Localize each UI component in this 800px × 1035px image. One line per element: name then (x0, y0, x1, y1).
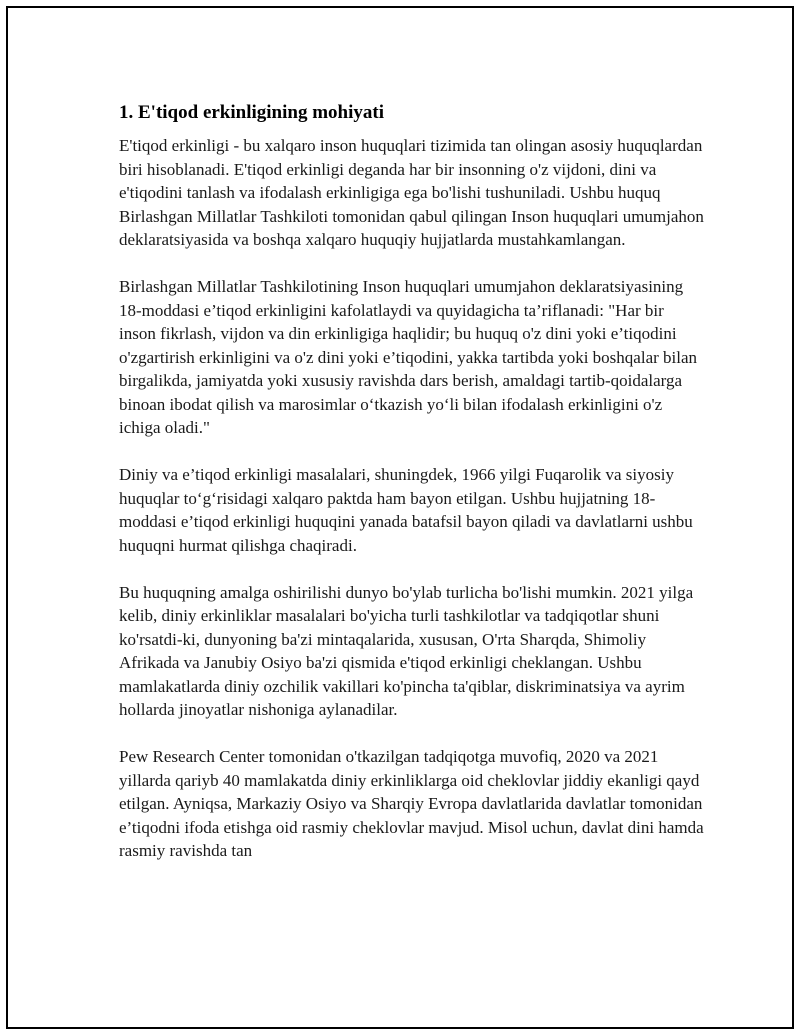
paragraph-4: Bu huquqning amalga oshirilishi dunyo bo'ylab turlicha bo'lishi mumkin. 2021 yilga kelib, diniy erkinliklar masalalari bo'yicha turli tashkilotlar va tadqiqotlar shuni ko'rsatdi-ki, dunyoning ba'zi mintaqalarida, xususan, O'rta Sharqda, Shimoliy Afrikada va Janubiy Osiyo ba'zi qismida e'tiqod erkinligi cheklangan. Ushbu mamlakatlarda diniy ozchilik vakillari ko'pincha ta'qiblar, diskriminatsiya va ayrim hollarda jinoyatlar nishoniga aylanadilar. (119, 582, 694, 719)
paragraph-2: Birlashgan Millatlar Tashkilotining Inson huquqlari umumjahon deklaratsiyasining 18-moddasi e’tiqod erkinligini kafolatlaydi va quyidagicha ta’riflanadi: "Har bir inson fikrlash, vijdon va din erkinligiga haqlidir; bu huquq o'z dini yoki e’tiqodini o'zgartirish erkinligini va o'z dini yoki e’tiqodini, yakka tartibda yoki boshqalar bilan birgalikda, jamiyatda yoki xususiy ravishda dars berish, amaldagi tartib-qoidalarga binoan ibodat qilish va marosimlar o‘tkazish yo‘li bilan ifodalash erkinligini o'z ichiga oladi." (119, 277, 698, 437)
paragraph-1: E'tiqod erkinligi - bu xalqaro inson huquqlari tizimida tan olingan asosiy huquqlardan biri hisoblanadi. E'tiqod erkinligi deganda har bir insonning o'z vijdoni, dini va e'tiqodini tanlash va ifodalash erkinligiga ega bo'lishi tushuniladi. Ushbu huquq Birlashgan Millatlar Tashkiloti tomonidan qabul qilingan Inson huquqlari umumjahon deklaratsiyasida va boshqa xalqaro huquqiy hujjatlarda mustahkamlangan. (119, 136, 704, 249)
paragraph-5: Pew Research Center tomonidan o'tkazilgan tadqiqotga muvofiq, 2020 va 2021 yillarda qariyb 40 mamlakatda diniy erkinliklarga oid cheklovlar jiddiy ekanligi qayd etilgan. Ayniqsa, Markaziy Osiyo va Sharqiy Evropa davlatlarida davlatlar tomonidan e’tiqodni ifoda etishga oid rasmiy cheklovlar mavjud. Misol uchun, davlat dini hamda rasmiy ravishda tan (119, 747, 704, 860)
paragraph-3: Diniy va e’tiqod erkinligi masalalari, shuningdek, 1966 yilgi Fuqarolik va siyosiy huquqlar to‘g‘risidagi xalqaro paktda ham bayon etilgan. Ushbu hujjatning 18-moddasi e’tiqod erkinligi huquqini yanada batafsil bayon qiladi va davlatlarni ushbu huquqni hurmat qilishga chaqiradi. (119, 465, 693, 555)
document-body (119, 100, 704, 886)
section-heading: 1. E'tiqod erkinligining mohiyati (119, 102, 384, 123)
page-frame (6, 6, 794, 1029)
